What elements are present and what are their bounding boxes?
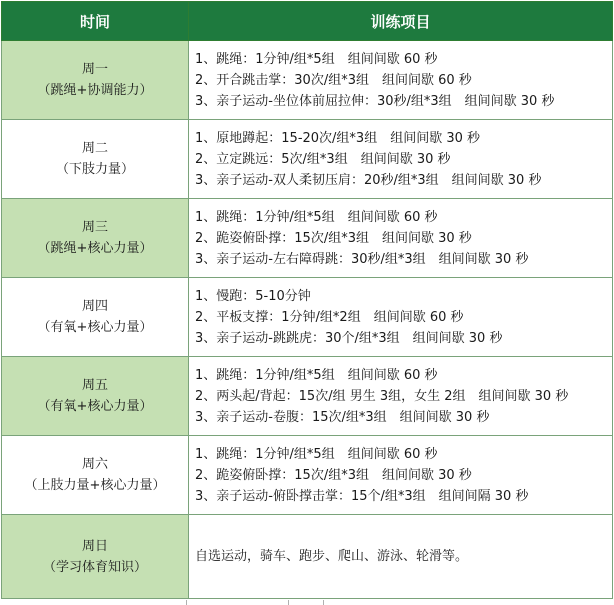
header-row — [2, 2, 613, 41]
item-line: 2、平板支撑：1分钟/组*2组 组间间歇 60 秒 — [195, 309, 464, 325]
item-line: 2、开合跳击掌：30次/组*3组 组间间歇 60 秒 — [195, 72, 472, 88]
item-line: 1、跳绳：1分钟/组*5组 组间间歇 60 秒 — [195, 51, 438, 67]
item-line: 3、亲子运动-跳跳虎：30个/组*3组 组间间歇 30 秒 — [195, 330, 503, 346]
day-focus: （有氧+核心力量） — [37, 399, 153, 414]
day-focus: （学习体育知识） — [42, 559, 147, 575]
day-focus: （跳绳+核心力量） — [37, 241, 153, 256]
day-cell — [2, 436, 189, 515]
training-schedule — [1, 1, 612, 600]
item-line: 1、慢跑：5-10分钟 — [195, 288, 311, 304]
items-cell — [189, 41, 613, 120]
day-name: 周五 — [81, 378, 108, 393]
header-training-items: 训练项目 — [189, 2, 613, 41]
day-focus: （上肢力量+核心力量） — [24, 478, 166, 493]
items-cell — [189, 278, 613, 357]
item-line: 3、亲子运动-俯卧撑击掌：15个/组*3组 组间间隔 30 秒 — [195, 488, 529, 504]
day-focus: （有氧+核心力量） — [37, 320, 153, 335]
item-line: 2、立定跳远：5次/组*3组 组间间歇 30 秒 — [195, 151, 451, 167]
item-line: 3、亲子运动-双人柔韧压肩：20秒/组*3组 组间间歇 30 秒 — [195, 172, 542, 188]
page-edge-marks — [0, 600, 614, 605]
items-cell — [189, 515, 613, 599]
day-name: 周二 — [81, 141, 108, 156]
item-line: 2、跪姿俯卧撑：15次/组*3组 组间间歇 30 秒 — [195, 467, 472, 483]
table-row-monday — [2, 41, 613, 120]
item-line: 1、跳绳：1分钟/组*5组 组间间歇 60 秒 — [195, 209, 438, 225]
day-name: 周三 — [81, 220, 108, 235]
table-row-thursday — [2, 278, 613, 357]
table-row-wednesday — [2, 199, 613, 278]
table-row-sunday — [2, 515, 613, 599]
day-cell — [2, 278, 189, 357]
edge-mark — [186, 600, 187, 605]
day-name: 周日 — [81, 538, 108, 554]
item-line: 3、亲子运动-坐位体前屈拉伸：30秒/组*3组 组间间歇 30 秒 — [195, 93, 555, 109]
table-row-tuesday — [2, 120, 613, 199]
item-line: 2、两头起/背起：15次/组 男生 3组，女生 2组 组间间歇 30 秒 — [195, 388, 569, 404]
item-line: 2、跪姿俯卧撑：15次/组*3组 组间间歇 30 秒 — [195, 230, 472, 246]
edge-mark — [323, 600, 324, 605]
table-row-saturday — [2, 436, 613, 515]
edge-mark — [288, 600, 289, 605]
header-time: 时间 — [2, 2, 189, 41]
item-line: 1、跳绳：1分钟/组*5组 组间间歇 60 秒 — [195, 367, 438, 383]
items-cell — [189, 357, 613, 436]
day-cell — [2, 515, 189, 599]
day-cell — [2, 357, 189, 436]
day-name: 周六 — [81, 457, 108, 472]
item-line: 3、亲子运动-卷腹：15次/组*3组 组间间歇 30 秒 — [195, 409, 490, 425]
table-row-friday — [2, 357, 613, 436]
day-cell — [2, 199, 189, 278]
day-name: 周一 — [81, 62, 108, 77]
day-name: 周四 — [81, 299, 108, 314]
item-line: 1、原地蹲起：15-20次/组*3组 组间间歇 30 秒 — [195, 130, 481, 146]
items-cell — [189, 436, 613, 515]
item-line: 3、亲子运动-左右障碍跳：30秒/组*3组 组间间歇 30 秒 — [195, 251, 529, 267]
day-cell — [2, 120, 189, 199]
item-line: 自选运动，骑车、跑步、爬山、游泳、轮滑等。 — [195, 549, 469, 564]
day-cell — [2, 41, 189, 120]
item-line: 1、跳绳：1分钟/组*5组 组间间歇 60 秒 — [195, 446, 438, 462]
items-cell — [189, 199, 613, 278]
schedule-table — [1, 1, 613, 599]
items-cell — [189, 120, 613, 199]
day-focus: （跳绳+协调能力） — [37, 83, 153, 98]
day-focus: （下肢力量） — [55, 162, 134, 177]
